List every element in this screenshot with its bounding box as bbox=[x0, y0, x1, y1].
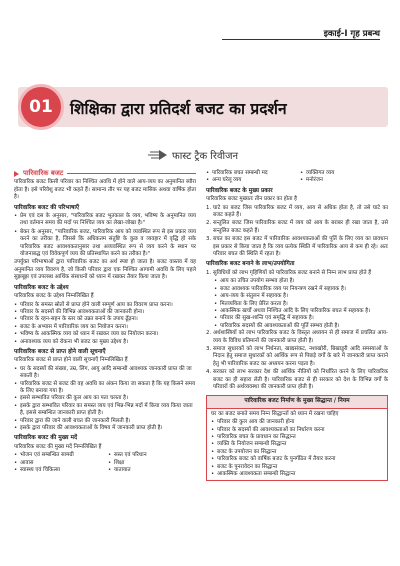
list-item: • बजट आवश्यक पारिवारिक व्यय पर नियन्त्रण रखने में सहायक है। bbox=[214, 286, 388, 293]
grid-item: • यातायात bbox=[108, 467, 196, 474]
definition-summary: उपर्युक्त परिभाषाओं द्वारा पारिवारिक बजट का अर्थ स्पष्ट हो जाता है। बजट वास्तव में वह अनुमानित व्यय विवरण है, जो किसी परिवार द्वारा एक निश्चित आगामी अवधि के लिए पहले सुझबूझ एवं उपलब्ध आर्थिक संसाधनों को ध्यान में रखकर तैयार किया जाता है। bbox=[14, 259, 196, 281]
numbered-item-text: घाटे का बजट जिस पारिवारिक बजट में व्यय, आय से अधिक होता है, तो उसे घाटे का बजट कहते हैं। bbox=[213, 204, 388, 219]
numbered-item: 3. समाज सुधारकों को लाभ निर्धनता, खाद्यसंकट, नशाखोरी, बिखाडूरी आदि समस्याओं के निदान हेतु समाज सुधारकों को आर्थिक रूप से पिछड़े वर्गों के बारे में जानकारी प्राप्त कराने हेतु भी पारिवारिक बजट का अध्ययन करना पड़ता है। bbox=[206, 345, 388, 367]
definition-item: • प्रेम एवं दस के अनुसार, "पारिवारिक बजट भूतकाल के व्यय, भविष्य के अनुमानित व्यय तथा वर्तमान समय की मदों पर निश्चित व्यय का लेखा-जोखा है।" bbox=[14, 213, 196, 228]
numbered-item-text: समाज सुधारकों को लाभ निर्धनता, खाद्यसंकट, नशाखोरी, बिखाडूरी आदि समस्याओं के निदान हेतु समाज सुधारकों को आर्थिक रूप से पिछड़े वर्गों के बारे में जानकारी प्राप्त कराने हेतु भी पारिवारिक बजट का अध्ययन करना पड़ता है। bbox=[213, 345, 388, 367]
items-grid bbox=[14, 452, 196, 474]
section-title: पारिवारिक बजट bbox=[23, 169, 64, 177]
list-item: • बजट के पुनरावेदन का सिद्धान्त bbox=[211, 464, 383, 471]
grid-item: • आवास bbox=[14, 460, 102, 467]
types-heading: पारिवारिक बजट के मुख्य प्रकार bbox=[206, 187, 273, 194]
section-heading bbox=[14, 170, 196, 177]
items-intro: पारिवारिक बजट की मुख्य मदें निम्नलिखित हैं bbox=[14, 443, 102, 450]
list-item: • मितव्ययिता के लिए प्रेरित करता है। bbox=[214, 301, 388, 308]
numbered-item-text: बचत का बजट इस बजट में पारिवारिक आवश्यकताओं की पूर्ति के लिए व्यय का प्रावधान इस प्रकार से किया जाता है कि व्यय प्रत्येक स्थिति में पारिवारिक आय से कम ही रहे। अतः परिवार बचत की स्थिति में रहता है। bbox=[213, 236, 388, 258]
chapter-number-badge: 01 bbox=[18, 84, 64, 130]
numbered-item-text: सन्तुलित बजट जिस पारिवारिक बजट में व्यय को आय के बराबर ही रखा जाता है, उसे सन्तुलित बजट कहते हैं। bbox=[213, 220, 388, 234]
list-item: • परिवार के सदस्यों की विभिन्न आवश्यकताओं की जानकारी होना। bbox=[14, 309, 196, 316]
chapter-title: शिक्षिका द्वारा प्रतिदर्श बजट का प्रदर्शन bbox=[70, 100, 287, 118]
speed-lines-icon bbox=[148, 149, 168, 161]
grid-item: • व्यक्तिगत व्यय bbox=[300, 170, 388, 177]
list-item: • आय-व्यय के संतुलन में सहायक है। bbox=[214, 293, 388, 300]
list-item: • परिवार के सदस्यों की आवश्यकताओं का निर्धारण करना bbox=[211, 427, 383, 434]
list-item: • भविष्य के आकस्मिक व्यय को ध्यान में रखकर व्यय का नियोजन करना। bbox=[14, 331, 196, 338]
list-item: • अनावश्यक व्यय को रोकना भी बजट का मुख्य उद्देश्य है। bbox=[14, 339, 196, 346]
list-item: • आकस्मिक खर्चों अथवा निश्चित आदि के लिए पारिवारिक बचत में सहायक है। bbox=[214, 308, 388, 315]
numbered-item: 2. अर्थशास्त्रियों को लाभ पारिवारिक बजट के विस्तृत अध्ययन से ही समाज में प्रचलित आय-व्यय के विविध प्रतिमानों की जानकारी प्राप्त होती है। bbox=[206, 330, 388, 344]
principles-intro: घर का बजट बनाते समय निम्न सिद्धान्तों को ध्यान में रखना चाहिए bbox=[211, 410, 339, 417]
list-item: • इससे सम्भावित परिवार की कुल आय का पता चलता है। bbox=[14, 395, 196, 402]
numbered-item: 1. घाटे का बजट जिस पारिवारिक बजट में व्यय, आय से अधिक होता है, तो उसे घाटे का बजट कहते हैं। bbox=[206, 204, 388, 219]
section-rule bbox=[67, 173, 196, 174]
right-column bbox=[206, 170, 388, 481]
left-column bbox=[14, 170, 196, 474]
info-heading: पारिवारिक बजट से प्राप्त होने वाली सूचनाएँ bbox=[14, 348, 106, 355]
list-item: • बजट के उपयोजन का सिद्धान्त bbox=[211, 449, 383, 456]
list-item: • बजट के अभ्यास में पारिवारिक व्यय का नियोजन करना। bbox=[14, 324, 196, 331]
grid-item: • अन्य घरेलू व्यय bbox=[206, 177, 294, 184]
types-intro: पारिवारिक बजट मुख्यतः तीन प्रकार का होता है bbox=[206, 196, 298, 203]
grid-item: • शिक्षा bbox=[108, 460, 196, 467]
definitions-heading: पारिवारिक बजट की परिभाषाएँ bbox=[14, 204, 80, 211]
numbered-item-text: सुविधियों को लाभ गृहिणियों को पारिवारिक बजट बनाने से निम्न लाभ प्राप्त होते हैं bbox=[213, 269, 372, 276]
unit-divider bbox=[222, 39, 380, 40]
info-intro: पारिवारिक बजट से प्राप्त होने वाली सूचनाएँ निम्नलिखित हैं bbox=[14, 357, 128, 364]
list-item: • आय का उचित उपयोग सम्भव होता है। bbox=[214, 278, 388, 285]
list-item: • परिवार द्वारा की जाने वाली बचत की जानकारी मिलती है। bbox=[14, 418, 196, 425]
fast-track-label: फास्ट ट्रैक रिवीजन bbox=[172, 151, 239, 162]
numbered-item-text: अर्थशास्त्रियों को लाभ पारिवारिक बजट के विस्तृत अध्ययन से ही समाज में प्रचलित आय-व्यय के विविध प्रतिमानों की जानकारी प्राप्त होती है। bbox=[213, 330, 388, 344]
benefits-heading: पारिवारिक बजट बनाने के लाभ/उपयोगिता bbox=[206, 261, 295, 268]
list-item: • परिवार की सुख-शान्ति एवं समृद्धि में सहायक है। bbox=[214, 315, 388, 322]
purpose-intro: पारिवारिक बजट के उद्देश्य निम्नलिखित हैं bbox=[14, 293, 94, 300]
triangle-bullet-icon bbox=[14, 171, 19, 177]
list-item: • परिवार की कुल आय की जानकारी होना bbox=[211, 419, 383, 426]
principles-box bbox=[206, 395, 388, 481]
grid-item: • पारिवारिक बचत सम्बन्धी मद bbox=[206, 170, 294, 177]
list-item: • पारिवारिक सदस्यों की आवश्यकताओं की पूर्ति सम्भव होती है। bbox=[214, 323, 388, 330]
numbered-item: 1. सुविधियों को लाभ गृहिणियों को पारिवारिक बजट बनाने से निम्न लाभ प्राप्त होते हैं bbox=[206, 269, 372, 276]
items-heading: पारिवारिक बजट की मुख्य मदें bbox=[14, 435, 78, 442]
numbered-item: 4. सरकार को लाभ सरकार देश की आर्थिक नीतियों को निर्धारित करने के लिए पारिवारिक बजट का ही सहारा लेती है। पारिवारिक बजट से ही सरकार को देश के विभिन्न वर्गों के परिवारों की अर्थव्यवस्था की जानकारी प्राप्त होती है। bbox=[206, 369, 388, 390]
principles-box-heading: पारिवारिक बजट निर्माण के मुख्य सिद्धान्त / नियम bbox=[207, 396, 387, 408]
numbered-item: 2. सन्तुलित बजट जिस पारिवारिक बजट में व्यय को आय के बराबर ही रखा जाता है, उसे सन्तुलित बजट कहते हैं। bbox=[206, 220, 388, 234]
grid-item: • भोजन एवं सम्बन्धित सामग्री bbox=[14, 452, 102, 459]
unit-label: इकाई-I गृह प्रबन्ध bbox=[323, 29, 380, 39]
intro-paragraph: पारिवारिक बजट किसी परिवार का निश्चित अवधि में होने वाले आय-व्यय का अनुमानित ब्यौरा होता है। इसे परिवेशु बजट भी कहते हैं। सामान्य तौर पर यह बजट मासिक अथवा वार्षिक होता है। bbox=[14, 179, 196, 201]
definition-item: • बेकर के अनुसार, "पारिवारिक बजट, पारिवारिक आय को व्यवस्थित रूप से इस प्रकार व्यय करने का तरीका है, जिससे कि अधिकतम संतुष्टि के कुछ व व्यवहार में वृद्धि हो सके पारिवारिक बजट आवश्यकतानुसार तथा अव्यवस्थित रूप से व्यय करने के स्थान पर योजनाबद्ध एवं विवेकपूर्ण व्यय की प्रतिस्थापित करने का तरीका है।" bbox=[14, 229, 196, 259]
list-item: • पारिवारिक बचत के प्रावधान का सिद्धान्त bbox=[211, 434, 383, 441]
list-item: • पारिवारिक बजट से बजट की वह अवधि का अंकन किया जा सकता है कि यह किसने समय के लिए बनाया गया है। bbox=[14, 381, 196, 396]
principles-box-body bbox=[207, 409, 387, 481]
list-item: • इसके द्वारा परिवार की आवश्यकताओं के विषय में जानकारी प्राप्त होती है। bbox=[14, 425, 196, 432]
grid-item: • मनोरंजन bbox=[300, 177, 388, 184]
purpose-heading: पारिवारिक बजट के उद्देश्य bbox=[14, 284, 69, 291]
list-item: • घर के सदस्यों की संख्या, उम्र, लिंग, आयु आदि सम्बन्धी आवश्यक जानकारी प्राप्त की जा सकती है। bbox=[14, 366, 196, 381]
list-item: • परिवार के समस्त स्रोतों से प्राप्त होने वाली सम्पूर्ण आय का विवरण प्राप्त करना। bbox=[14, 302, 196, 309]
list-item: • पारिवारिक बजट को वार्षिक बजट के पुनर्गठित में तैयार करना bbox=[211, 456, 383, 463]
list-item: • व्यक्ति के नियोजन सम्बन्धी सिद्धान्त bbox=[211, 441, 383, 448]
list-item: • परिवार के रहन-सहन के स्तर को उन्नत बनाने के उपाय ढूँढ़ना। bbox=[14, 316, 196, 323]
list-item: • इसके द्वारा सम्भावित परिवार का समस्त व्यय एवं भिन्न-भिन्न मदों में किया व्यय किया जाता है, इससे सम्बन्धित जानकारी प्राप्त होती है। bbox=[14, 403, 196, 418]
list-item: • आकस्मिक आवश्यकता सम्बन्धी सिद्धान्त bbox=[211, 471, 383, 478]
fast-track-heading bbox=[148, 148, 238, 162]
numbered-item-text: सरकार को लाभ सरकार देश की आर्थिक नीतियों को निर्धारित करने के लिए पारिवारिक बजट का ही सहारा लेती है। पारिवारिक बजट से ही सरकार को देश के विभिन्न वर्गों के परिवारों की अर्थव्यवस्था की जानकारी प्राप्त होती है। bbox=[213, 369, 388, 390]
items-grid-continued bbox=[206, 170, 388, 185]
grid-item: • सस्त एवं परिधान bbox=[108, 452, 196, 459]
grid-item: • स्वास्थ्य एवं चिकित्सा bbox=[14, 467, 102, 474]
numbered-item: 3. बचत का बजट इस बजट में पारिवारिक आवश्यकताओं की पूर्ति के लिए व्यय का प्रावधान इस प्रकार से किया जाता है कि व्यय प्रत्येक स्थिति में पारिवारिक आय से कम ही रहे। अतः परिवार बचत की स्थिति में रहता है। bbox=[206, 236, 388, 258]
